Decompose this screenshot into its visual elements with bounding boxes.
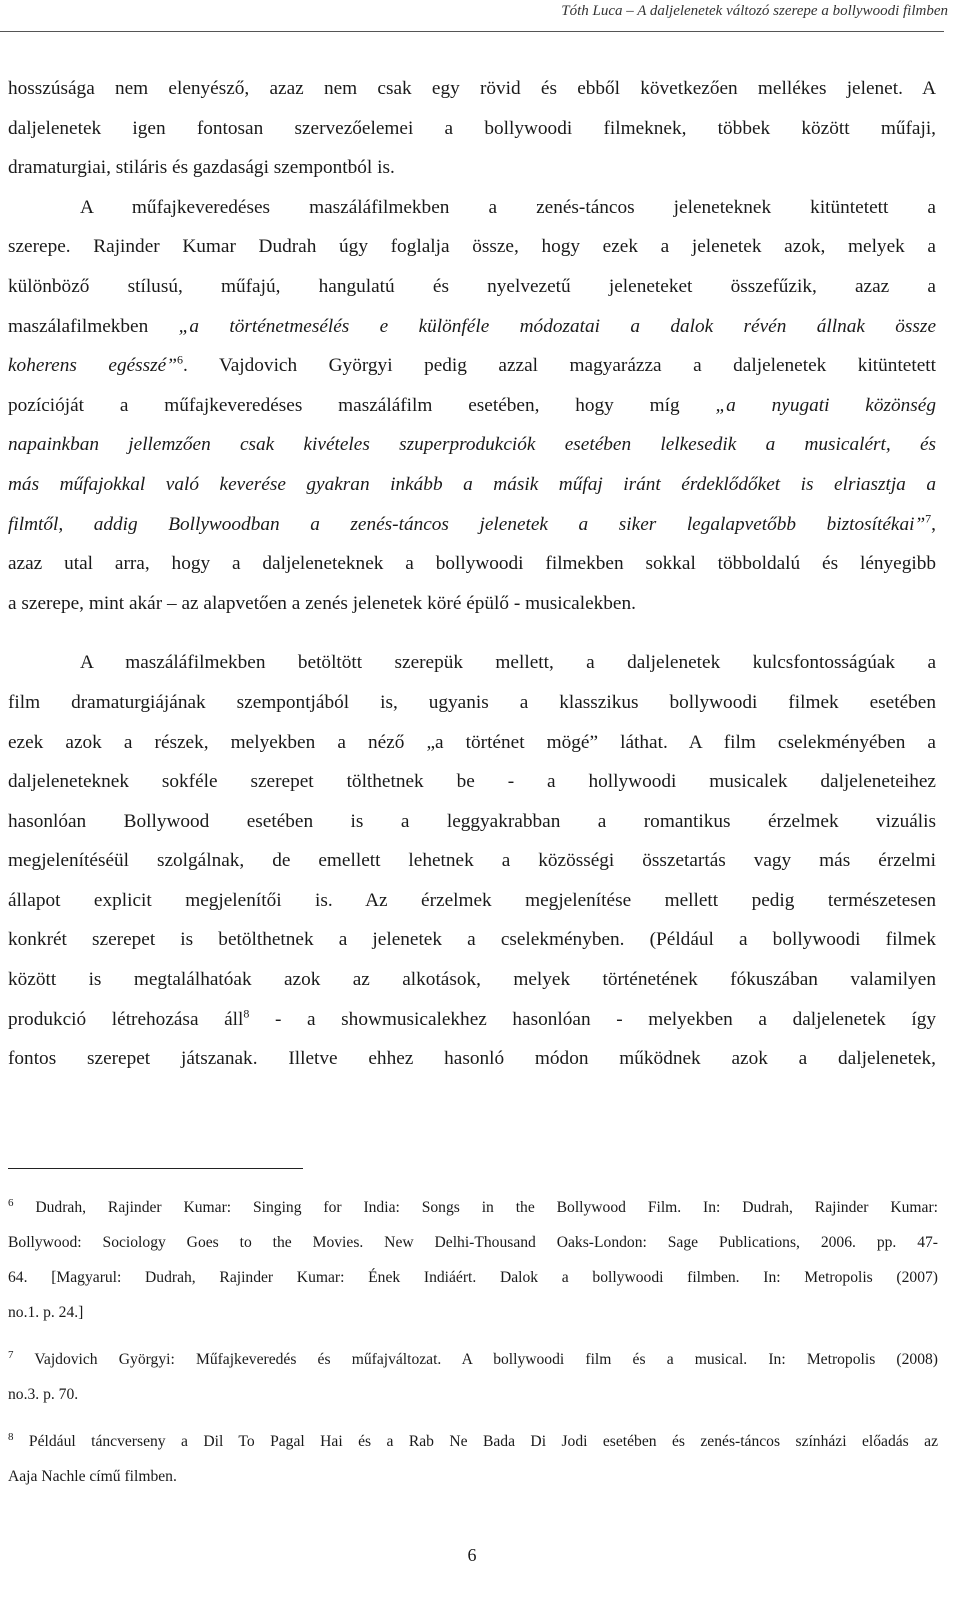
footnote-text: Dudrah, Rajinder Kumar: Singing for India: Songs in the Bollywood Film. In: Dudrah, Rajinder Kumar: [13,1199,938,1216]
text-line: hosszúsága nem elenyésző, azaz nem csak egy rövid és ebből következően mellékes jelenet. A [8,78,936,99]
footnote-7 [8,1342,938,1377]
text-span: . Vajdovich Györgyi pedig azzal magyarázza a daljelenetek kitüntetett [182,355,936,377]
text-line: daljeleneteknek sokféle szerepet tölthetnek be - a hollywoodi musicalek daljeleneteihez [8,771,936,793]
text-line: hasonlóan Bollywood esetében is a leggyakrabban a romantikus érzelmek vizuális [8,810,936,832]
text-line [8,386,936,426]
text-line: A maszáláfilmekben betöltött szerepük mellett, a daljelenetek kulcsfontosságúak a [80,652,936,674]
footnotes [8,1190,938,1494]
text-line: szerepe. Rajinder Kumar Dudrah úgy foglalja össze, hogy ezek a jelenetek azok, melyek a [8,236,936,258]
text-line [8,307,936,347]
page-number: 6 [467,1545,477,1565]
text-line [8,505,936,545]
footnote-number: 7 [8,1348,14,1361]
footnote-text: 64. [Magyarul: Dudrah, Rajinder Kumar: Ének Indiáért. Dalok a bollywoodi filmben. In: Metropolis (2007) [8,1269,938,1286]
text-line [8,465,936,505]
text-span: - a showmusicalekhez hasonlóan - melyekben a daljelenetek így [249,1008,936,1030]
header-divider [0,31,944,32]
text-line: azaz utal arra, hogy a daljeleneteknek a bollywoodi filmekben sokkal többoldalú és lényegibb [8,553,936,575]
footnote-text: Bollywood: Sociology Goes to the Movies. New Delhi-Thousand Oaks-London: Sage Publications, 2006. pp. 47- [8,1234,938,1251]
footnote-8 [8,1424,938,1459]
footnote-number: 6 [8,1196,14,1209]
footnote-divider [8,1168,303,1169]
quote-italic: koherens egésszé” [8,355,177,377]
text-line: különböző stílusú, műfajú, hangulatú és nyelvezetű jeleneteket összefűzik, azaz a [8,275,936,297]
text-span: , [931,513,936,535]
text-span: pozícióját a műfajkeveredéses maszáláfilm esetében, hogy míg [8,394,716,416]
footnote-ref[interactable]: 6 [176,352,183,367]
text-line: megjelenítéséül szolgálnak, de emellett lehetnek a közösségi összetartás vagy más érzelmi [8,850,936,872]
footnote-number: 8 [8,1430,14,1443]
footnote-text: Például táncverseny a Dil To Pagal Hai és a Rab Ne Bada Di Jodi esetében és zenés-táncos színházi előadás az [13,1433,938,1450]
footnote-text: Aaja Nachle című filmben. [8,1468,177,1485]
text-line [8,1000,936,1040]
footnote-text: no.3. p. 70. [8,1386,79,1403]
quote-italic: „a történetmesélés e különféle módozatai a dalok révén állnak össze [178,315,936,337]
quote-italic: napainkban jellemzően csak kivételes szuperprodukciók esetében lelkesedik a musicalért, és [8,434,936,456]
text-line: film dramaturgiájának szempontjából is, ugyanis a klasszikus bollywoodi filmek esetében [8,691,936,713]
text-line: között is megtalálhatóak azok az alkotások, melyek történetének fókuszában valamilyen [8,969,936,991]
footnote-ref[interactable]: 8 [243,1006,250,1021]
text-line: dramaturgiai, stiláris és gazdasági szempontból is. [8,157,395,179]
text-line: konkrét szerepet is betölthetnek a jelenetek a cselekményben. (Például a bollywoodi filmek [8,929,936,951]
text-line: daljelenetek igen fontosan szervezőelemei a bollywoodi filmeknek, többek között műfaji, [8,117,936,139]
quote-italic: filmtől, addig Bollywoodban a zenés-táncos jelenetek a siker legalapvetőbb biztosítékai” [8,513,926,535]
paragraph-gap [8,623,936,643]
quote-italic: „a nyugati közönség [715,394,936,416]
text-line: ezek azok a részek, melyekben a néző „a történet mögé” láthat. A film cselekményében a [8,731,936,753]
text-line: állapot explicit megjelenítői is. Az érzelmek megjelenítése mellett pedig természetesen [8,889,936,911]
footnote-ref[interactable]: 7 [925,511,932,526]
text-line [8,425,936,465]
text-span: produkció létrehozása áll [8,1008,244,1030]
footnote-6 [8,1190,938,1225]
footnote-text: no.1. p. 24.] [8,1304,84,1321]
text-span: maszálafilmekben [8,315,179,337]
body-text [8,69,936,1079]
text-line: A műfajkeveredéses maszáláfilmekben a zenés-táncos jeleneteknek kitüntetett a [80,196,936,218]
text-line: a szerepe, mint akár – az alapvetően a zenés jelenetek köré épülő - musicalekben. [8,592,636,614]
text-line: fontos szerepet játszanak. Illetve ehhez hasonló módon működnek azok a daljelenetek, [8,1048,936,1070]
quote-italic: más műfajokkal való keverése gyakran inkább a másik műfaj iránt érdeklődőket is elriasztja a [8,473,936,495]
text-line [8,346,936,386]
running-header: Tóth Luca – A daljelenetek változó szerepe a bollywoodi filmben [561,3,948,19]
footnote-text: Vajdovich Györgyi: Műfajkeveredés és műfajváltozat. A bollywoodi film és a musical. In: Metropolis (2008) [13,1351,938,1368]
